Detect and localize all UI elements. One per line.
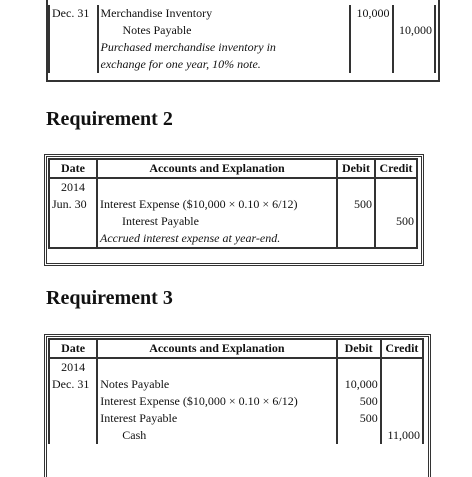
explanation-line: Purchased merchandise inventory in [100, 40, 276, 54]
date-cell [49, 410, 97, 427]
debit-cell: 10,000 [350, 5, 392, 22]
date-cell: Jun. 30 [49, 196, 97, 213]
debit-cell: 500 [337, 393, 381, 410]
explanation-cell [98, 39, 351, 73]
debit-cell [350, 22, 392, 39]
debit-cell: 500 [337, 196, 375, 213]
table-row [49, 230, 417, 248]
req1-journal-table [48, 5, 436, 73]
table-row [49, 376, 423, 393]
accounts-header: Accounts and Explanation [97, 159, 337, 178]
table-row [49, 213, 417, 230]
account-cell: Merchandise Inventory [98, 5, 351, 22]
date-cell [49, 213, 97, 230]
debit-header: Debit [337, 339, 381, 358]
table-row [49, 22, 435, 39]
account-cell: Interest Payable [97, 410, 336, 427]
explanation-cell: Accrued interest expense at year-end. [97, 230, 337, 248]
account-cell: Interest Expense ($10,000 × 0.10 × 6/12) [97, 196, 337, 213]
credit-header: Credit [381, 339, 423, 358]
explanation-line: exchange for one year, 10% note. [100, 57, 261, 71]
account-cell: Cash [97, 427, 336, 444]
credit-cell [393, 5, 435, 22]
date-cell: Dec. 31 [49, 376, 97, 393]
date-header: Date [49, 159, 97, 178]
table-row [49, 196, 417, 213]
credit-cell [381, 410, 423, 427]
account-cell: Notes Payable [97, 376, 336, 393]
req2-journal-table [48, 158, 418, 249]
table-row [49, 393, 423, 410]
date-cell [49, 427, 97, 444]
debit-cell [337, 213, 375, 230]
date-cell: Dec. 31 [49, 5, 98, 22]
table-row [49, 410, 423, 427]
table-row [49, 427, 423, 444]
date-header: Date [49, 339, 97, 358]
account-cell: Interest Payable [97, 213, 337, 230]
account-cell: Notes Payable [98, 22, 351, 39]
table-row [49, 358, 423, 376]
table-header-row [49, 339, 423, 358]
credit-cell [381, 393, 423, 410]
credit-cell: 10,000 [393, 22, 435, 39]
req2-heading: Requirement 2 [46, 108, 173, 130]
credit-cell: 500 [375, 213, 417, 230]
account-cell: Interest Expense ($10,000 × 0.10 × 6/12) [97, 393, 336, 410]
table-row [49, 5, 435, 22]
date-cell [49, 22, 98, 39]
credit-header: Credit [375, 159, 417, 178]
req3-heading: Requirement 3 [46, 287, 173, 309]
debit-cell: 10,000 [337, 376, 381, 393]
table-header-row [49, 159, 417, 178]
table-row [49, 39, 435, 73]
credit-cell: 11,000 [381, 427, 423, 444]
credit-cell [375, 196, 417, 213]
date-cell [49, 393, 97, 410]
req3-journal-table [48, 338, 424, 444]
table-row [49, 178, 417, 196]
debit-header: Debit [337, 159, 375, 178]
accounts-header: Accounts and Explanation [97, 339, 336, 358]
debit-cell [337, 427, 381, 444]
year-cell: 2014 [49, 358, 97, 376]
credit-cell [381, 376, 423, 393]
debit-cell: 500 [337, 410, 381, 427]
year-cell: 2014 [49, 178, 97, 196]
